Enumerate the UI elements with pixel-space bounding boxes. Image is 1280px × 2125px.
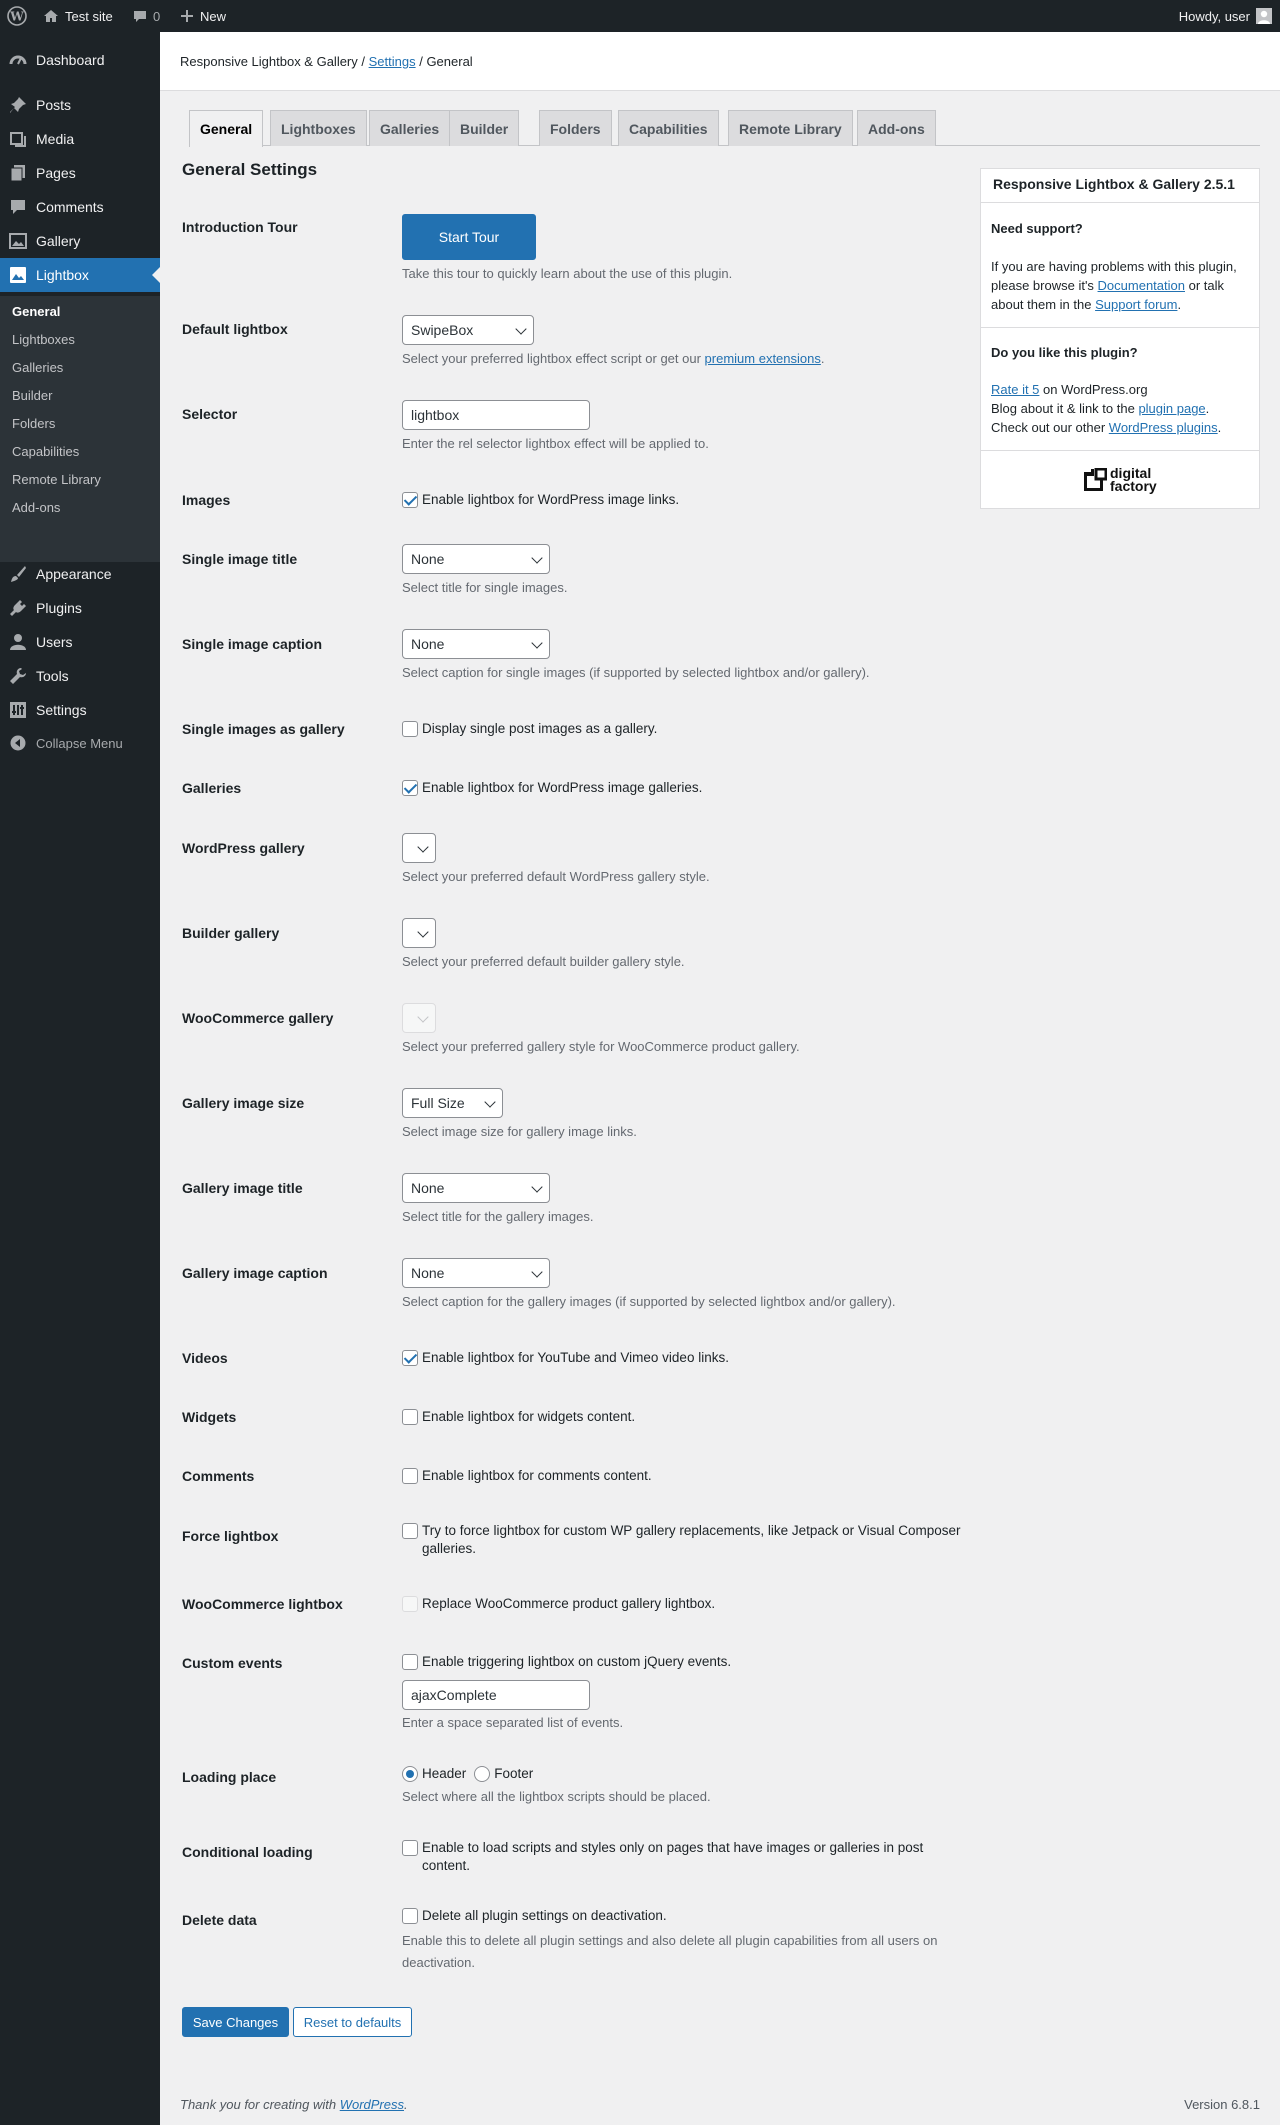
videos-checkbox[interactable] [402,1350,418,1366]
howdy-text: Howdy, user [1178,8,1250,24]
default-lightbox-desc [402,351,824,366]
breadcrumb-separator: / [357,54,369,69]
sidebar-item-tools[interactable] [0,659,160,693]
delete-data-checkbox-row[interactable] [402,1907,667,1925]
wordpress-logo-icon[interactable] [7,0,27,32]
support-text-pre: If you are having problems with this plugin, please browse it's [991,259,1237,293]
sidebar-label-pages: Pages [36,165,76,181]
reset-defaults-button[interactable]: Reset to defaults [293,2007,412,2037]
sidebar-item-media[interactable] [0,122,160,156]
widgets-checkbox[interactable] [402,1409,418,1425]
settings-tabs [189,110,1260,146]
videos-checkbox-label: Enable lightbox for YouTube and Vimeo video links. [422,1350,729,1365]
galleries-checkbox[interactable] [402,780,418,796]
galleries-checkbox-row[interactable] [402,779,702,797]
sidebar-label-dashboard: Dashboard [36,52,105,68]
site-name: Test site [65,8,113,24]
footer-thanks-text: Thank you for creating with [180,2097,340,2112]
tab-general[interactable]: General [189,110,263,147]
woo-lightbox-checkbox-row [402,1595,715,1613]
logo-text-line2: factory [1110,478,1157,494]
footer-thanks [180,2097,408,2112]
blog-text: Blog about it & link to the [991,401,1139,416]
single-image-title-value: None [411,551,445,567]
label-gallery-image-size: Gallery image size [182,1095,305,1111]
force-lightbox-checkbox-row[interactable] [402,1522,962,1558]
wrench-icon [8,666,28,686]
intro-tour-desc: Take this tour to quickly learn about the use of this plugin. [402,266,733,281]
chevron-down-icon [531,637,542,648]
loading-place-radio-group [402,1765,533,1783]
gallery-icon [8,231,28,251]
custom-events-checkbox[interactable] [402,1654,418,1670]
selector-desc: Enter the rel selector lightbox effect will be applied to. [402,436,709,451]
tab-lightboxes[interactable]: Lightboxes [270,110,367,146]
media-icon [8,129,28,149]
logo-text-line1: digital [1110,465,1152,481]
widgets-checkbox-label: Enable lightbox for widgets content. [422,1409,636,1424]
new-content-link[interactable] [181,0,226,32]
conditional-loading-checkbox[interactable] [402,1840,418,1856]
documentation-link[interactable]: Documentation [1097,278,1185,293]
sidebar-label-settings: Settings [36,702,87,718]
label-images: Images [182,492,231,508]
divider [981,202,1259,203]
other-text-post: . [1217,420,1222,435]
infobox-title: Responsive Lightbox & Gallery 2.5.1 [993,176,1235,192]
images-checkbox[interactable] [402,492,418,508]
single-as-gallery-checkbox-row[interactable] [402,720,657,738]
comments-checkbox-row[interactable] [402,1467,652,1485]
breadcrumb [180,54,473,69]
plugin-header [160,32,1280,91]
force-lightbox-checkbox[interactable] [402,1523,418,1539]
woo-gallery-desc: Select your preferred gallery style for WooCommerce product gallery. [402,1039,800,1054]
single-as-gallery-checkbox[interactable] [402,721,418,737]
lightbox-submenu [0,296,160,562]
sidebar-item-posts[interactable] [0,88,160,122]
chevron-down-icon [417,926,428,937]
sidebar-label-comments: Comments [36,199,104,215]
widgets-checkbox-row[interactable] [402,1408,635,1426]
plugin-page-link[interactable]: plugin page [1138,401,1206,416]
custom-events-checkbox-row[interactable] [402,1653,731,1671]
plus-icon [181,10,193,22]
galleries-checkbox-label: Enable lightbox for WordPress image galleries. [422,780,703,795]
wordpress-link[interactable]: WordPress [339,2097,404,2112]
chevron-down-icon [417,1011,428,1022]
delete-data-label: Delete all plugin settings on deactivation. [422,1908,667,1923]
rate-link[interactable]: Rate it 5 [991,382,1040,397]
wp-gallery-select[interactable] [402,833,436,863]
radio-footer-label: Footer [494,1766,534,1781]
tab-remote-library[interactable]: Remote Library [728,110,853,146]
save-changes-button[interactable]: Save Changes [182,2007,289,2037]
sidebar-item-plugins[interactable] [0,591,160,625]
label-single-image-caption: Single image caption [182,636,323,652]
label-wp-gallery: WordPress gallery [182,840,305,856]
gallery-image-size-value: Full Size [411,1095,465,1111]
breadcrumb-settings-link[interactable]: Settings [368,54,416,69]
submenu-item-add-ons[interactable]: Add-ons [12,500,61,515]
label-woo-lightbox: WooCommerce lightbox [182,1596,343,1612]
custom-events-label: Enable triggering lightbox on custom jQuery events. [422,1654,732,1669]
like-text [991,380,1253,437]
conditional-loading-checkbox-row[interactable] [402,1839,962,1875]
comments-checkbox-label: Enable lightbox for comments content. [422,1468,652,1483]
delete-data-desc: Enable this to delete all plugin settings and also delete all plugin capabilities from all users on deactivation. [402,1933,938,1970]
label-conditional-loading: Conditional loading [182,1844,313,1860]
submenu-item-galleries[interactable]: Galleries [12,360,64,375]
submenu-item-builder[interactable]: Builder [12,388,53,403]
label-gallery-image-title: Gallery image title [182,1180,303,1196]
tab-capabilities[interactable]: Capabilities [618,110,719,146]
label-default-lightbox: Default lightbox [182,321,288,337]
radio-header[interactable] [402,1766,418,1782]
sidebar-label-tools: Tools [36,668,69,684]
gallery-image-caption-select[interactable] [402,1258,550,1288]
wordpress-plugins-link[interactable]: WordPress plugins [1108,420,1218,435]
label-single-as-gallery: Single images as gallery [182,721,345,737]
premium-extensions-link[interactable]: premium extensions [704,351,821,366]
tab-builder[interactable]: Builder [449,110,519,146]
admin-sidebar [0,32,160,2125]
comments-count: 0 [153,8,161,24]
label-delete-data: Delete data [182,1912,257,1928]
label-intro-tour: Introduction Tour [182,219,298,235]
paintbrush-icon [8,564,28,584]
label-selector: Selector [182,406,238,422]
sidebar-label-posts: Posts [36,97,72,113]
blog-text-post: . [1205,401,1210,416]
sidebar-item-appearance[interactable] [0,557,160,591]
submenu-item-remote-library[interactable]: Remote Library [12,472,101,487]
breadcrumb-plugin: Responsive Lightbox & Gallery [180,54,358,69]
submenu-item-folders[interactable]: Folders [12,416,56,431]
support-heading: Need support? [991,221,1083,236]
svg-text:W: W [10,9,24,24]
label-gallery-image-caption: Gallery image caption [182,1265,328,1281]
sidebar-label-gallery: Gallery [36,233,81,249]
woo-gallery-select [402,1003,436,1033]
desc-text: Select your preferred lightbox effect script or get our [402,351,705,366]
force-lightbox-label: Try to force lightbox for custom WP gallery replacements, like Jetpack or Visual Composer galleries. [422,1523,961,1556]
pages-icon [8,163,28,183]
gallery-image-size-select[interactable] [402,1088,503,1118]
single-image-caption-select[interactable] [402,629,550,659]
sidebar-item-settings[interactable] [0,693,160,727]
label-force-lightbox: Force lightbox [182,1528,279,1544]
lightbox-icon [8,265,28,285]
like-heading: Do you like this plugin? [991,345,1138,360]
account-menu[interactable] [1179,0,1272,32]
support-forum-link[interactable]: Support forum [1095,297,1178,312]
conditional-loading-label: Enable to load scripts and styles only on pages that have images or galleries in post content. [422,1840,924,1873]
divider [981,450,1259,451]
gallery-image-caption-desc: Select caption for the gallery images (if supported by selected lightbox and/or gallery). [402,1294,896,1309]
new-label: New [200,8,227,24]
sidebar-item-users[interactable] [0,625,160,659]
gallery-image-title-desc: Select title for the gallery images. [402,1209,594,1224]
admin-bar [0,0,1280,32]
breadcrumb-current: General [426,54,473,69]
tab-add-ons[interactable]: Add-ons [857,110,936,146]
images-checkbox-row[interactable] [402,491,679,509]
single-image-caption-value: None [411,636,445,652]
chevron-down-icon [531,552,542,563]
custom-events-input[interactable]: ajaxComplete [402,1680,590,1710]
sidebar-item-pages[interactable] [0,156,160,190]
wp-gallery-desc: Select your preferred default WordPress gallery style. [402,869,710,884]
radio-header-label: Header [422,1766,467,1781]
woo-lightbox-label: Replace WooCommerce product gallery lightbox. [422,1596,716,1611]
avatar [1256,8,1272,24]
digital-factory-logo-icon [1083,468,1107,492]
sidebar-label-plugins: Plugins [36,600,82,616]
single-image-title-select[interactable] [402,544,550,574]
digital-factory-logo[interactable] [1083,467,1157,493]
single-as-gallery-label: Display single post images as a gallery. [422,721,658,736]
label-builder-gallery: Builder gallery [182,925,280,941]
label-widgets: Widgets [182,1409,237,1425]
label-galleries: Galleries [182,780,242,796]
other-text: Check out our other [991,420,1109,435]
submenu-item-capabilities[interactable]: Capabilities [12,444,80,459]
custom-events-desc: Enter a space separated list of events. [402,1715,624,1730]
site-name-link[interactable] [43,0,113,32]
sidebar-item-dashboard[interactable] [0,43,160,77]
single-image-caption-desc: Select caption for single images (if supported by selected lightbox and/or gallery). [402,665,870,680]
settings-sliders-icon [8,700,28,720]
woo-lightbox-checkbox [402,1596,418,1612]
users-icon [8,632,28,652]
chevron-down-icon [417,841,428,852]
sidebar-item-comments[interactable] [0,190,160,224]
videos-checkbox-row[interactable] [402,1349,729,1367]
chevron-down-icon [484,1096,495,1107]
single-image-title-desc: Select title for single images. [402,580,568,595]
gallery-image-caption-value: None [411,1265,445,1281]
support-text-post: . [1177,297,1182,312]
sidebar-label-users: Users [36,634,73,650]
comments-checkbox[interactable] [402,1468,418,1484]
sidebar-label-media: Media [36,131,75,147]
radio-footer[interactable] [474,1766,490,1782]
builder-gallery-select[interactable] [402,918,436,948]
sidebar-label-lightbox: Lightbox [36,267,89,283]
default-lightbox-value: SwipeBox [411,322,474,338]
tab-galleries[interactable]: Galleries [369,110,450,146]
collapse-arrow-icon [8,733,28,753]
comment-bubble-icon [133,9,147,23]
label-loading-place: Loading place [182,1769,277,1785]
footer-thanks-post: . [404,2097,408,2112]
dashboard-icon [8,50,28,70]
pushpin-icon [8,95,28,115]
label-videos: Videos [182,1350,228,1366]
selector-input[interactable]: lightbox [402,400,590,430]
plug-icon [8,598,28,618]
section-title: General Settings [182,160,318,179]
rate-text: on WordPress.org [1039,382,1148,397]
breadcrumb-separator: / [415,54,427,69]
delete-data-checkbox[interactable] [402,1908,418,1924]
support-text-mid: or talk about them in the [991,278,1225,312]
submenu-item-lightboxes[interactable]: Lightboxes [12,332,75,347]
default-lightbox-select[interactable] [402,315,534,345]
footer-version: Version 6.8.1 [1184,2097,1260,2112]
comments-icon [8,197,28,217]
plugin-info-box [980,168,1260,509]
label-single-image-title: Single image title [182,551,298,567]
sidebar-item-lightbox[interactable] [0,258,160,292]
start-tour-button[interactable]: Start Tour [402,214,536,260]
collapse-menu-label: Collapse Menu [36,735,123,751]
sidebar-label-appearance: Appearance [36,566,112,582]
gallery-image-title-select[interactable] [402,1173,550,1203]
logo-text [1110,467,1157,493]
tab-folders[interactable]: Folders [539,110,612,146]
collapse-menu-button[interactable] [0,726,160,760]
chevron-down-icon [515,323,526,334]
gallery-image-title-value: None [411,1180,445,1196]
builder-gallery-desc: Select your preferred default builder gallery style. [402,954,685,969]
divider [981,327,1259,328]
chevron-down-icon [531,1181,542,1192]
home-icon [43,8,59,24]
sidebar-item-gallery[interactable] [0,224,160,258]
loading-place-desc: Select where all the lightbox scripts should be placed. [402,1789,711,1804]
gallery-image-size-desc: Select image size for gallery image links. [402,1124,637,1139]
chevron-down-icon [531,1266,542,1277]
images-checkbox-label: Enable lightbox for WordPress image links. [422,492,680,507]
support-text [991,257,1253,314]
label-woo-gallery: WooCommerce gallery [182,1010,334,1026]
label-custom-events: Custom events [182,1655,283,1671]
label-comments: Comments [182,1468,255,1484]
desc-text: . [820,351,825,366]
submenu-item-general[interactable]: General [12,304,61,319]
comments-link[interactable] [133,0,160,32]
